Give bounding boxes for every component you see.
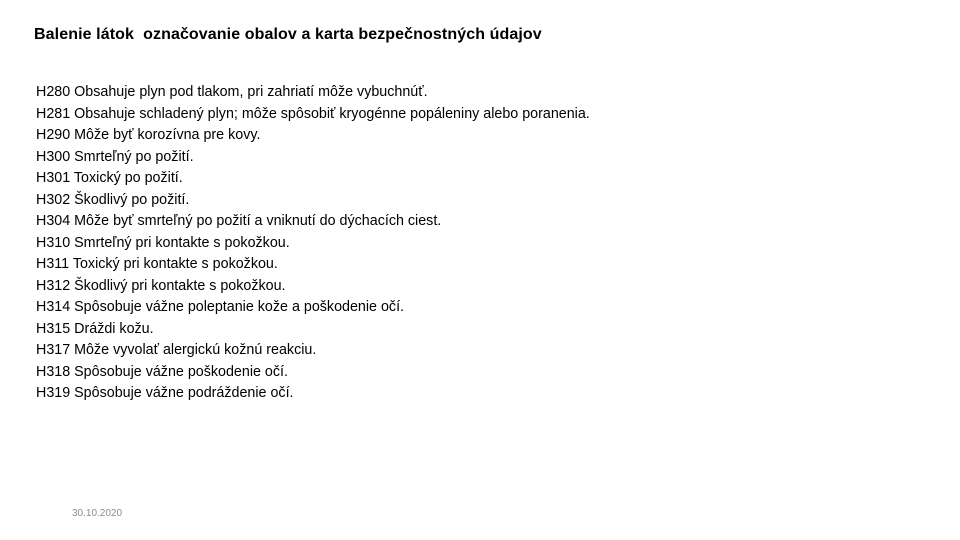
hazard-statement: H318 Spôsobuje vážne poškodenie očí. [36,363,288,380]
hazard-statement: H317 Môže vyvolať alergickú kožnú reakciu. [36,342,317,358]
hazard-statement-list [36,82,590,405]
hazard-statement: H315 Dráždi kožu. [36,320,154,337]
hazard-statement: H311 Toxický pri kontakte s pokožkou. [36,256,278,272]
slide-title: Balenie látok označovanie obalov a karta bezpečnostných údajov [34,26,542,43]
hazard-statement: H310 Smrteľný pri kontakte s pokožkou. [36,234,290,251]
footer-date: 30.10.2020 [72,508,123,519]
hazard-statement: H304 Môže byť smrteľný po požití a vniknutí do dýchacích ciest. [36,213,442,229]
hazard-statement: H314 Spôsobuje vážne poleptanie kože a poškodenie očí. [36,299,405,315]
hazard-statement: H319 Spôsobuje vážne podráždenie očí. [36,385,294,401]
hazard-statement: H281 Obsahuje schladený plyn; môže spôsobiť kryogénne popáleniny alebo poranenia. [36,105,590,122]
hazard-statement: H312 Škodlivý pri kontakte s pokožkou. [36,277,286,294]
hazard-statement: H302 Škodlivý po požití. [36,191,190,208]
hazard-statement: H300 Smrteľný po požití. [36,148,194,165]
hazard-statement: H290 Môže byť korozívna pre kovy. [36,127,261,143]
hazard-statement: H301 Toxický po požití. [36,170,183,186]
hazard-statement: H280 Obsahuje plyn pod tlakom, pri zahriatí môže vybuchnúť. [36,84,428,100]
